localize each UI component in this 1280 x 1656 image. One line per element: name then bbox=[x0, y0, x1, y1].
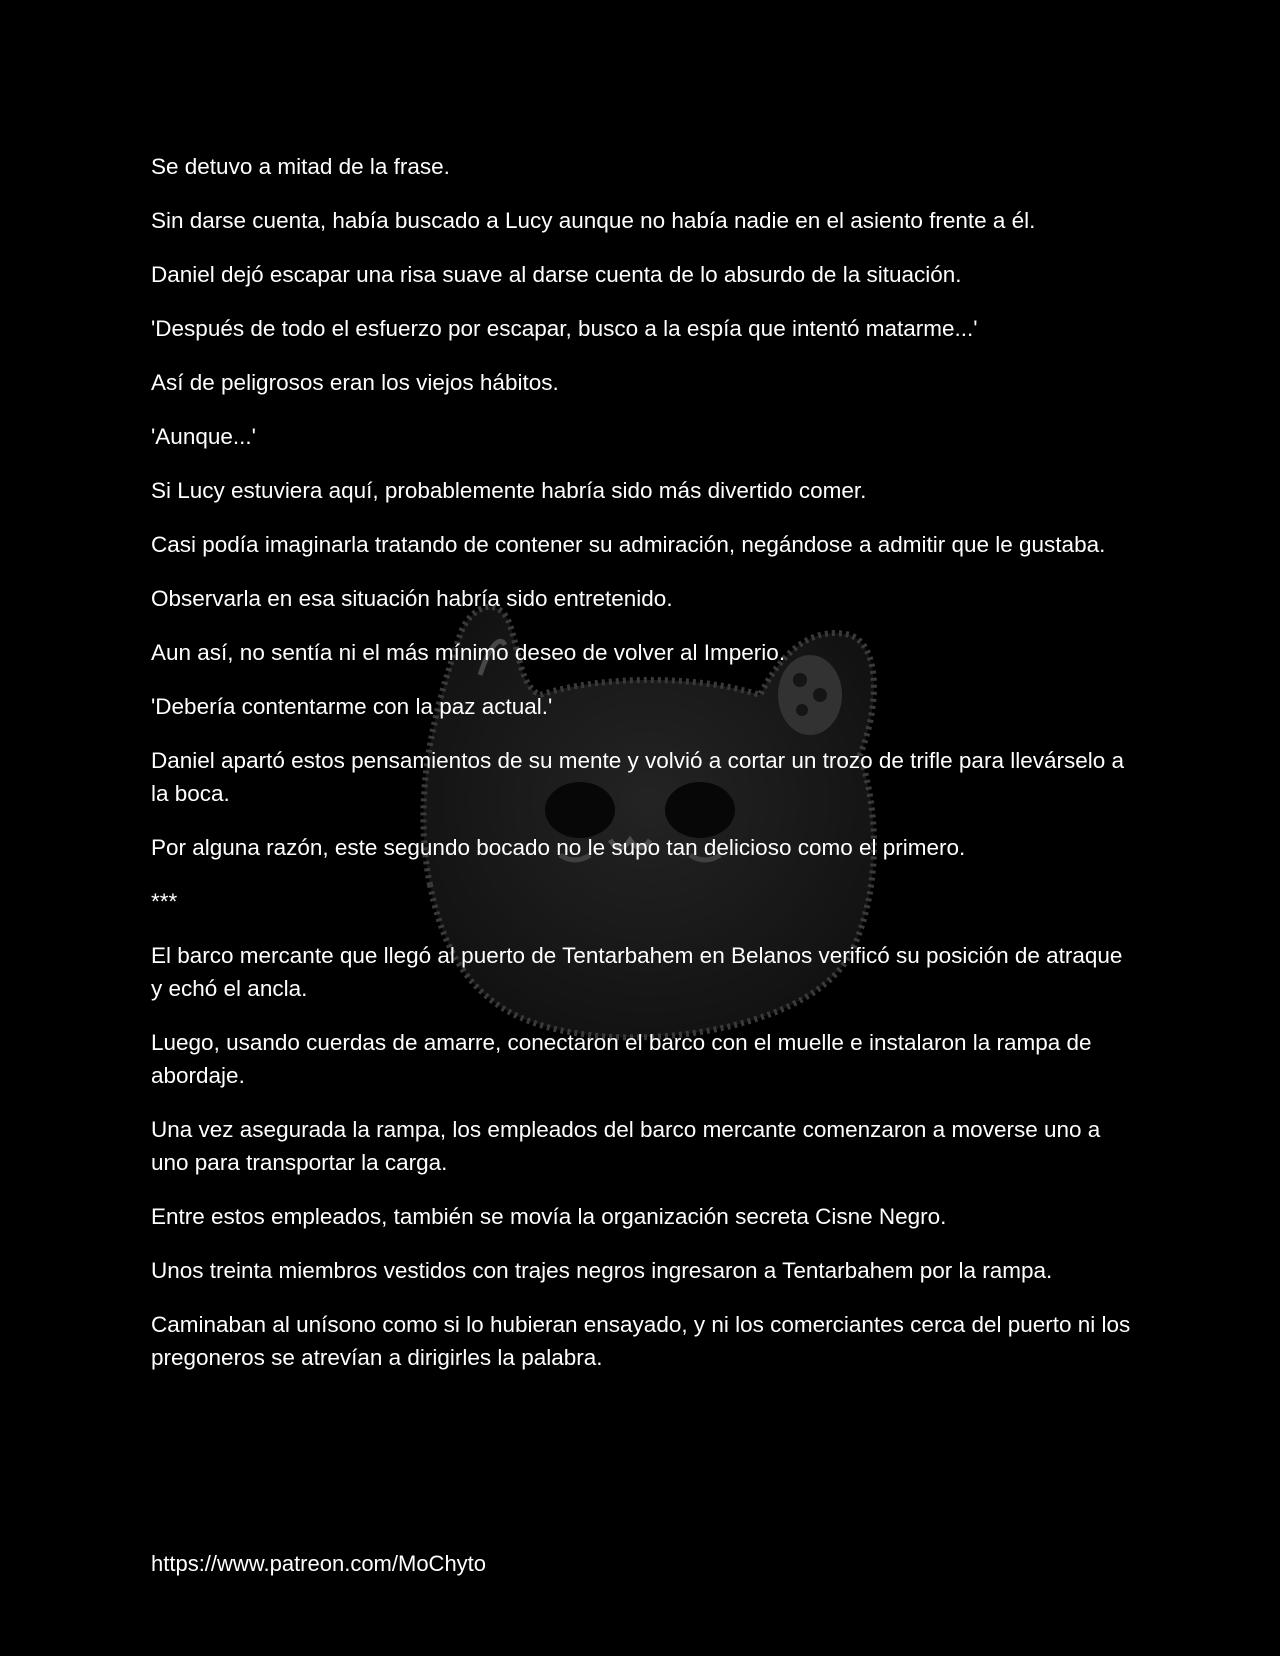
paragraph: Se detuvo a mitad de la frase. bbox=[151, 154, 450, 179]
paragraph: 'Aunque...' bbox=[151, 424, 256, 449]
paragraph: Así de peligrosos eran los viejos hábitos. bbox=[151, 370, 559, 395]
chapter-text bbox=[151, 150, 1131, 1395]
paragraph: Aun así, no sentía ni el más mínimo deseo de volver al Imperio. bbox=[151, 640, 786, 665]
paragraph: Entre estos empleados, también se movía la organización secreta Cisne Negro. bbox=[151, 1204, 947, 1229]
paragraph: 'Después de todo el esfuerzo por escapar, busco a la espía que intentó matarme...' bbox=[151, 316, 978, 341]
paragraph: Observarla en esa situación habría sido entretenido. bbox=[151, 586, 673, 611]
paragraph: Una vez asegurada la rampa, los empleados del barco mercante comenzaron a moverse uno a uno para transportar la carga. bbox=[151, 1117, 1101, 1175]
paragraph: Por alguna razón, este segundo bocado no le supo tan delicioso como el primero. bbox=[151, 835, 966, 860]
paragraph: Casi podía imaginarla tratando de contener su admiración, negándose a admitir que le gustaba. bbox=[151, 532, 1106, 557]
paragraph: 'Debería contentarme con la paz actual.' bbox=[151, 694, 553, 719]
paragraph: Daniel apartó estos pensamientos de su mente y volvió a cortar un trozo de trifle para llevárselo a la boca. bbox=[151, 748, 1125, 806]
paragraph: Unos treinta miembros vestidos con trajes negros ingresaron a Tentarbahem por la rampa. bbox=[151, 1258, 1053, 1283]
paragraph: Caminaban al unísono como si lo hubieran ensayado, y ni los comerciantes cerca del puerto ni los pregoneros se atrevían a dirigirles la palabra. bbox=[151, 1312, 1131, 1370]
paragraph: Daniel dejó escapar una risa suave al darse cuenta de lo absurdo de la situación. bbox=[151, 262, 962, 287]
patreon-link[interactable]: https://www.patreon.com/MoChyto bbox=[151, 1551, 487, 1576]
paragraph: Si Lucy estuviera aquí, probablemente habría sido más divertido comer. bbox=[151, 478, 867, 503]
paragraph: El barco mercante que llegó al puerto de Tentarbahem en Belanos verificó su posición de atraque y echó el ancla. bbox=[151, 943, 1123, 1001]
paragraph: Luego, usando cuerdas de amarre, conectaron el barco con el muelle e instalaron la rampa de abordaje. bbox=[151, 1030, 1092, 1088]
paragraph: Sin darse cuenta, había buscado a Lucy aunque no había nadie en el asiento frente a él. bbox=[151, 208, 1036, 233]
scene-break: *** bbox=[151, 889, 178, 914]
